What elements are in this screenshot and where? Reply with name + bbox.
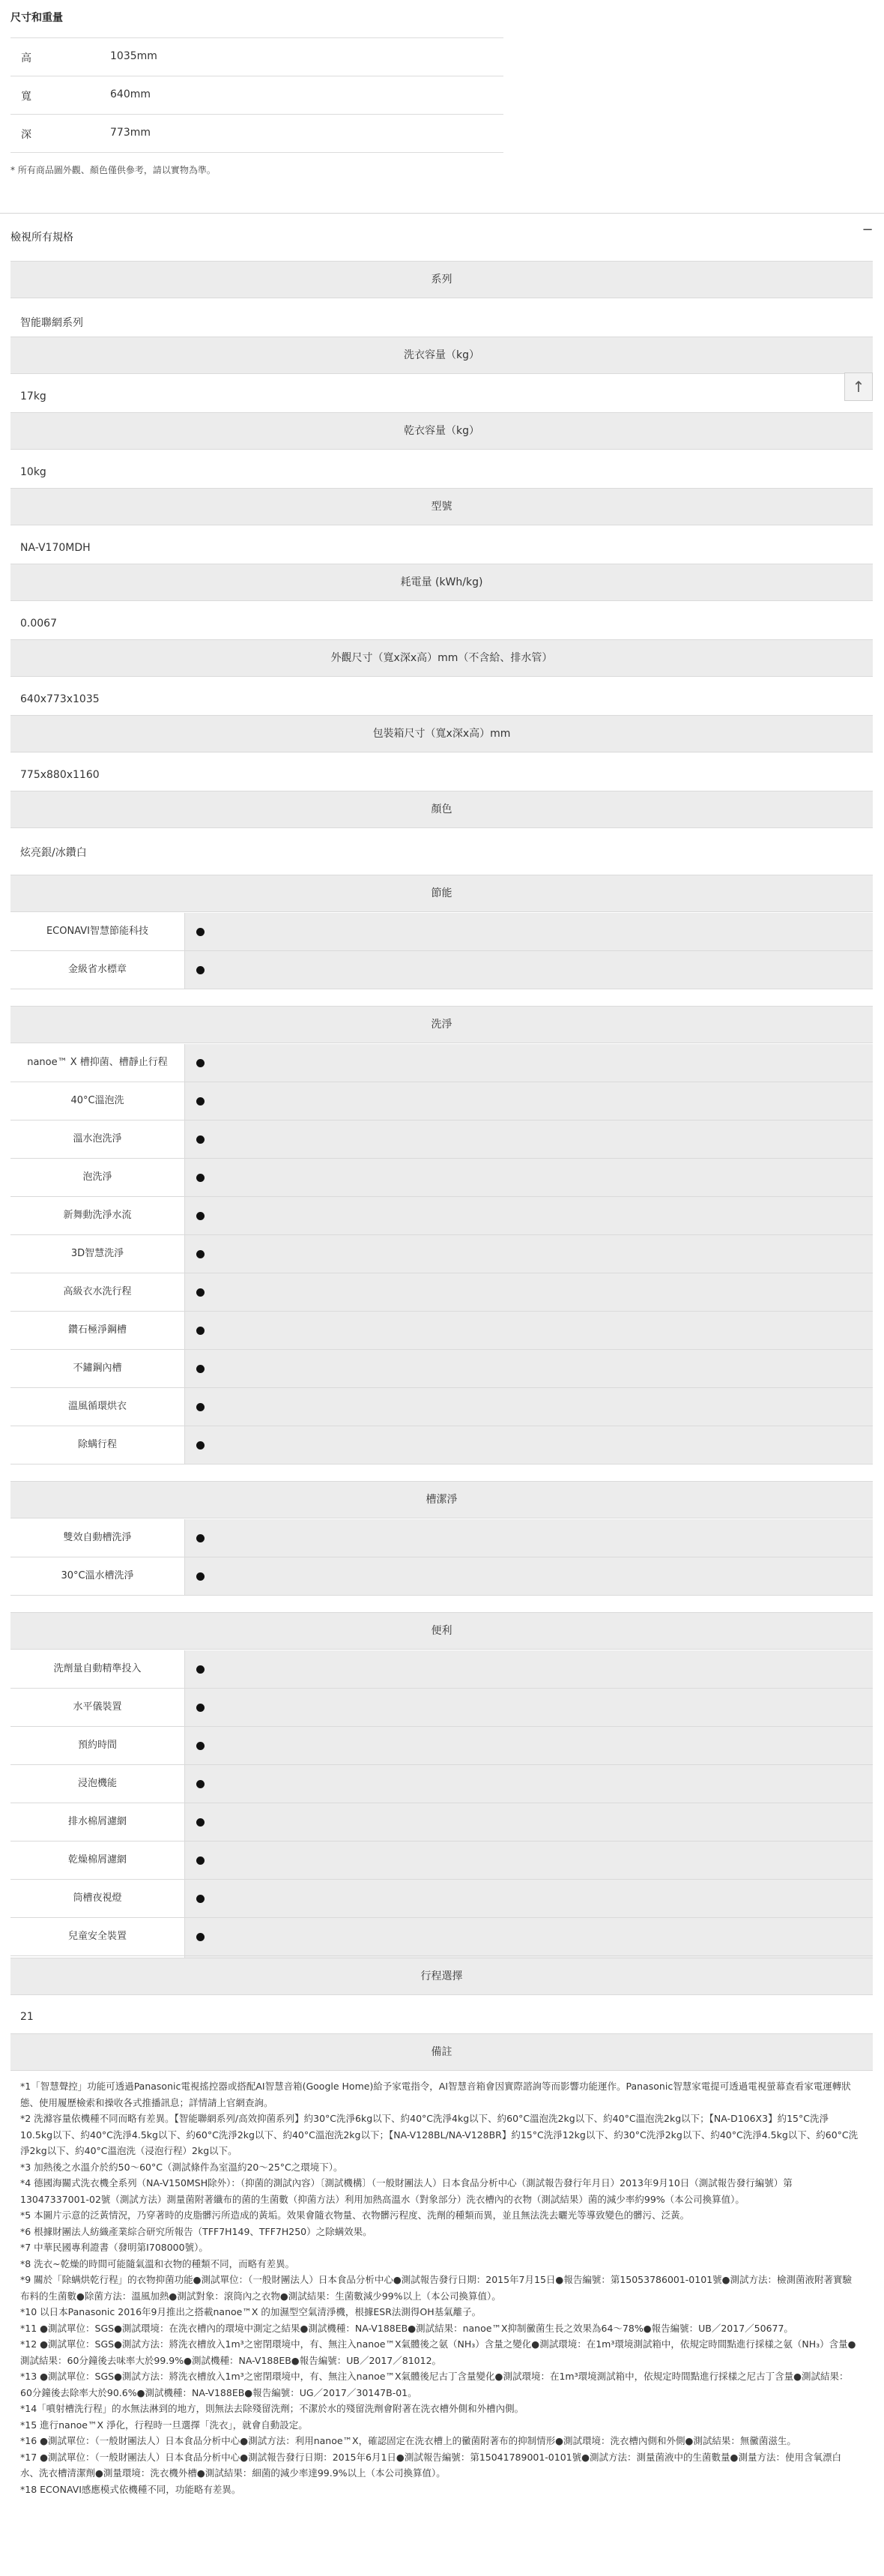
feature-row xyxy=(10,1426,873,1465)
divider xyxy=(10,152,503,153)
section-divider xyxy=(0,213,884,214)
remark-note: *3 加熱後之水溫介於約50～60°C（測試條件為室溫約20～25°C之環境下）。 xyxy=(20,2161,343,2173)
feature-row xyxy=(10,1388,873,1426)
spec-section-header: 外觀尺寸（寬x深x高）mm（不含給、排水管） xyxy=(10,639,873,677)
supported-dot-icon xyxy=(196,1365,205,1373)
feature-row xyxy=(10,1044,873,1082)
supported-dot-icon xyxy=(196,1059,205,1067)
feature-label: 排水棉屑濾網 xyxy=(10,1803,185,1841)
feature-section-header: 槽潔淨 xyxy=(10,1481,873,1518)
spec-section-header: 型號 xyxy=(10,488,873,525)
feature-row xyxy=(10,1082,873,1120)
remark-note: *4 德國海關式洗衣機全系列（NA-V150MSH除外）：（抑菌的測試內容）〔測試機構〕（一般財團法人）日本食品分析中心（測試報告發行年月日）2013年9月10日（測試報告發行編號）第13047337001-02號（測試方法）測量菌附著纖布的菌的生菌數（抑菌方法）利用加熱高溫水（對象部分）洗衣槽內的衣物（測試結果）菌的減少率約99%（本公司換算值）。 xyxy=(20,2177,793,2205)
feature-row xyxy=(10,1197,873,1235)
disclaimer-note: * 所有商品圖外觀、顏色僅供參考，請以實物為準。 xyxy=(10,165,216,175)
supported-dot-icon xyxy=(196,1534,205,1542)
spec-value: 炫亮銀/冰鑽白 xyxy=(20,847,87,859)
spec-heading: 檢視所有規格 xyxy=(10,232,73,244)
feature-label: 40°C溫泡洗 xyxy=(10,1082,185,1120)
spec-value: 10kg xyxy=(20,466,46,478)
feature-label: 溫風循環烘衣 xyxy=(10,1388,185,1426)
feature-label: 雙效自動槽洗淨 xyxy=(10,1519,185,1557)
spec-value: 智能聯網系列 xyxy=(20,317,83,329)
spec-section-header: 系列 xyxy=(10,261,873,298)
spec-value: 640x773x1035 xyxy=(20,693,100,705)
divider xyxy=(10,37,503,38)
feature-label: 泡洗淨 xyxy=(10,1159,185,1196)
dimension-label: 高 xyxy=(21,52,31,64)
supported-dot-icon xyxy=(196,966,205,974)
supported-dot-icon xyxy=(196,928,205,936)
supported-dot-icon xyxy=(196,1250,205,1258)
remark-note: *11 ●測試單位：SGS●測試環境：在洗衣槽內的環境中測定之結果●測試機種：NA-V188EB●測試結果：nanoe™X抑制黴菌生長之效果為64～78%●報告編號：UB／2017／50677。 xyxy=(20,2322,793,2334)
dimensions-title: 尺寸和重量 xyxy=(10,12,63,24)
feature-label: 除螨行程 xyxy=(10,1426,185,1464)
remark-note: *13 ●測試單位：SGS●測試方法：將洗衣槽放入1m³之密閉環境中，有、無注入nanoe™X氣體後尼古丁含量變化●測試環境：在1m³環境測試箱中，依規定時間點進行採樣之尼古丁含量●測試結果：60分鐘後去除率大於90.6%●測試機種：NA-V188EB●報告編號：UG／2017／30147B-01。 xyxy=(20,2371,849,2398)
spec-section-header: 耗電量 (kWh/kg) xyxy=(10,564,873,601)
collapse-icon[interactable]: − xyxy=(862,222,874,238)
supported-dot-icon xyxy=(196,1665,205,1674)
remarks-notes xyxy=(20,2078,859,2497)
feature-label: 鑽石極淨鋼槽 xyxy=(10,1312,185,1349)
dimension-value: 1035mm xyxy=(110,50,157,62)
feature-label: 高級衣水洗行程 xyxy=(10,1273,185,1311)
supported-dot-icon xyxy=(196,1818,205,1827)
remark-note: *16 ●測試單位：（一般財團法人）日本食品分析中心●測試方法：利用nanoe™X，確認固定在洗衣槽上的黴菌附著布的抑制情形●測試環境：洗衣槽內側和外側●測試結果：無黴菌滋生。 xyxy=(20,2435,796,2446)
feature-row xyxy=(10,1312,873,1350)
feature-row xyxy=(10,1803,873,1841)
supported-dot-icon xyxy=(196,1174,205,1182)
feature-row xyxy=(10,1650,873,1689)
feature-row xyxy=(10,1765,873,1803)
spec-value: 775x880x1160 xyxy=(20,769,100,781)
remark-note: *7 中華民國專利證書（發明第I708000號）。 xyxy=(20,2242,208,2253)
feature-row xyxy=(10,1918,873,1956)
dimension-label: 深 xyxy=(21,129,31,141)
feature-section-header: 節能 xyxy=(10,875,873,912)
spec-section-header: 洗衣容量（kg） xyxy=(10,337,873,374)
supported-dot-icon xyxy=(196,1212,205,1220)
feature-label: 3D智慧洗淨 xyxy=(10,1235,185,1273)
dimension-label: 寬 xyxy=(21,91,31,103)
feature-label: 水平儀裝置 xyxy=(10,1689,185,1726)
supported-dot-icon xyxy=(196,1288,205,1297)
remark-note: *17 ●測試單位：（一般財團法人）日本食品分析中心●測試報告發行日期：2015年6月1日●測試報告編號：第15041789001-0101號●測試方法：測量菌液中的生菌數量●測量方法：使用含氧漂白水、洗衣槽清潔劑●測量環境：洗衣機外槽●測試結果：細菌的減少率達99.9%以上（本公司換算值）。 xyxy=(20,2451,841,2479)
remark-note: *18 ECONAVI感應模式依機種不同，功能略有差異。 xyxy=(20,2483,241,2495)
supported-dot-icon xyxy=(196,1097,205,1105)
supported-dot-icon xyxy=(196,1135,205,1144)
spec-value: NA-V170MDH xyxy=(20,542,91,554)
feature-section-header: 便利 xyxy=(10,1612,873,1650)
supported-dot-icon xyxy=(196,1780,205,1788)
spec-section-header: 乾衣容量（kg） xyxy=(10,412,873,450)
feature-label: 新舞動洗淨水流 xyxy=(10,1197,185,1234)
dimension-value: 640mm xyxy=(110,88,151,100)
feature-row xyxy=(10,1841,873,1880)
spec-section-header: 顏色 xyxy=(10,791,873,828)
feature-label: 金級省水標章 xyxy=(10,951,185,989)
feature-label: 30°C溫水槽洗淨 xyxy=(10,1557,185,1595)
supported-dot-icon xyxy=(196,1327,205,1335)
remark-note: *15 進行nanoe™X 淨化，行程時一旦選擇「洗衣」，就會自動設定。 xyxy=(20,2419,308,2431)
remark-note: *1「智慧聲控」功能可透過Panasonic電視搖控器或搭配AI智慧音箱(Google Home)給予家電指令，AI智慧音箱會因實際諮詢等而影響功能運作。Panasonic智慧家電提可透過電視螢幕查看家電運轉狀態、使用履歷檢索和操收各式推播訊息；詳情請上官網查詢。 xyxy=(20,2081,851,2108)
spec-section-header: 包裝箱尺寸（寬x深x高）mm xyxy=(10,715,873,752)
supported-dot-icon xyxy=(196,1742,205,1750)
remark-note: *9 關於「除螨烘乾行程」的衣物抑菌功能●測試單位：（一般財團法人）日本食品分析中心●測試報告發行日期：2015年7月15日●報告編號：第15053786001-0101號●測試方法：檢測菌液附著實驗布料的生菌數●除菌方法：溫風加熱●測試對象：滾筒內之衣物●測試結果：生菌數減少99%以上（本公司換算值）。 xyxy=(20,2274,853,2302)
feature-label: 兒童安全裝置 xyxy=(10,1918,185,1955)
feature-label: nanoe™ X 槽抑菌、槽靜止行程 xyxy=(10,1044,185,1082)
supported-dot-icon xyxy=(196,1856,205,1865)
feature-row xyxy=(10,1880,873,1918)
feature-row xyxy=(10,1557,873,1596)
feature-label: 預約時間 xyxy=(10,1727,185,1764)
feature-label: ECONAVI智慧節能科技 xyxy=(10,913,185,950)
feature-row xyxy=(10,913,873,951)
feature-label: 筒槽夜視燈 xyxy=(10,1880,185,1917)
remark-note: *6 根據財團法人紡織產業綜合研究所報告（TFF7H149、TFF7H250）之除螨效果。 xyxy=(20,2225,372,2237)
feature-row xyxy=(10,1120,873,1159)
feature-label: 浸泡機能 xyxy=(10,1765,185,1803)
feature-row xyxy=(10,951,873,989)
feature-row xyxy=(10,1235,873,1273)
feature-label: 不鏽鋼內槽 xyxy=(10,1350,185,1387)
spec-value: 21 xyxy=(20,2011,34,2023)
remark-note: *12 ●測試單位：SGS●測試方法：將洗衣槽放入1m³之密閉環境中，有、無注入nanoe™X氣體後之氨（NH₃）含量之變化●測試環境：在1m³環境測試箱中，依規定時間點進行採樣之氨（NH₃）含量●測試結果：60分鐘後去味率大於99.9%●測試機種：NA-V188EB●報告編號：UB／2017／81012。 xyxy=(20,2338,856,2366)
back-to-top-icon[interactable]: ↑ xyxy=(844,372,873,401)
dimension-value: 773mm xyxy=(110,127,151,139)
remark-note: *10 以日本Panasonic 2016年9月推出之搭載nanoe™X 的加濕型空氣清淨機，根據ESR法測得OH基氣離子。 xyxy=(20,2306,482,2317)
remark-note: *8 洗衣~乾燥的時間可能隨氣溫和衣物的種類不同，而略有差異。 xyxy=(20,2257,295,2269)
feature-row xyxy=(10,1273,873,1312)
supported-dot-icon xyxy=(196,1895,205,1903)
remarks-header: 備註 xyxy=(10,2033,873,2071)
spec-value: 0.0067 xyxy=(20,618,57,630)
feature-row xyxy=(10,1519,873,1557)
feature-label: 洗劑量自動精準投入 xyxy=(10,1650,185,1688)
supported-dot-icon xyxy=(196,1441,205,1450)
feature-row xyxy=(10,1689,873,1727)
remark-note: *5 本圖片示意的泛黃情況，乃穿著時的皮脂髒污所造成的黃垢。效果會隨衣物量、衣物髒污程度、洗劑的種類而異，並且無法洗去曬光等導致變色的髒污、泛黃。 xyxy=(20,2209,690,2221)
feature-section-header: 洗淨 xyxy=(10,1006,873,1043)
feature-row xyxy=(10,1159,873,1197)
supported-dot-icon xyxy=(196,1403,205,1411)
divider xyxy=(10,114,503,115)
feature-label: 乾燥棉屑濾網 xyxy=(10,1841,185,1879)
supported-dot-icon xyxy=(196,1704,205,1712)
remark-note: *14「噴射槽洗行程」的水無法淋到的地方，則無法去除殘留洗劑；不潔於水的殘留洗劑會附著在洗衣槽外側和外槽內側。 xyxy=(20,2403,524,2414)
feature-label: 溫水泡洗淨 xyxy=(10,1120,185,1158)
feature-row xyxy=(10,1350,873,1388)
spec-section-header: 行程選擇 xyxy=(10,1958,873,1995)
spec-value: 17kg xyxy=(20,390,46,402)
remark-note: *2 洗滌容量依機種不同而略有差異。【智能聯網系列/高效抑菌系列】約30°C洗淨6kg以下、約40°C洗淨4kg以下、約60°C溫泡洗2kg以下、約40°C溫泡洗2kg以下；【NA-D106X3】約15°C洗淨10.5kg以下、約40°C洗淨4.5kg以下、約60°C洗淨2kg以下、約40°C溫泡洗2kg以下；【NA-V128BL/NA-V128BR】約15°C洗淨12kg以下、約30°C洗淨2kg以下、約40°C洗淨4.5kg以下、約60°C洗淨2kg以下、約40°C溫泡洗（浸泡行程）2kg以下。 xyxy=(20,2113,859,2156)
feature-row xyxy=(10,1727,873,1765)
supported-dot-icon xyxy=(196,1572,205,1581)
supported-dot-icon xyxy=(196,1933,205,1941)
